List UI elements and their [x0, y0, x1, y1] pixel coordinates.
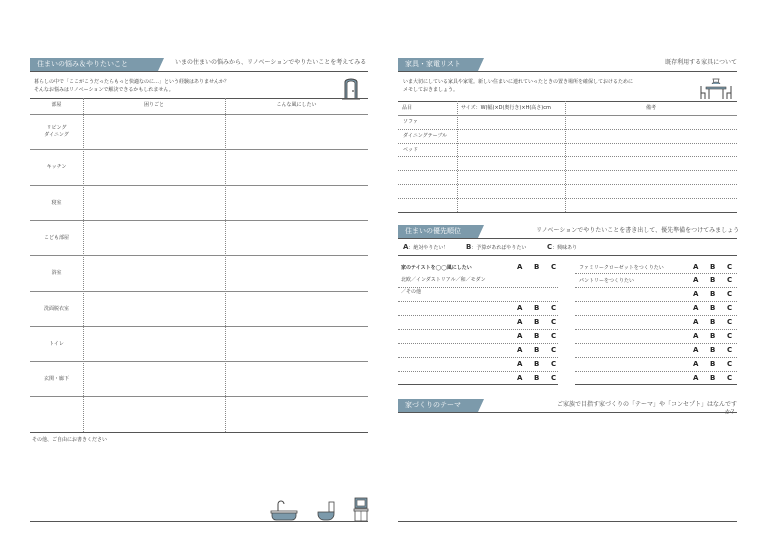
priority-legend-b: B：予算があればやりたい	[466, 243, 527, 251]
room-wish-cell[interactable]	[226, 115, 367, 148]
priority-grade-c[interactable]: C	[551, 374, 557, 382]
priority-row-divider	[398, 301, 558, 302]
furniture-note-cell[interactable]	[566, 171, 736, 183]
priority-grade-a[interactable]: A	[693, 290, 699, 298]
priority-grade-c[interactable]: C	[727, 374, 733, 382]
priority-grade-a[interactable]: A	[693, 374, 699, 382]
priority-taste-line1: 家のテイストを◯◯風にしたい	[401, 265, 472, 271]
priority-grade-b[interactable]: B	[534, 374, 540, 382]
priority-grade-b[interactable]: B	[710, 290, 716, 298]
left-section-tab	[30, 58, 158, 71]
furniture-size-cell[interactable]	[458, 171, 564, 183]
room-label-line2: ダイニング	[44, 132, 69, 138]
priority-grade-b[interactable]: B	[710, 304, 716, 312]
priority-grade-a[interactable]: A	[517, 318, 523, 326]
priority-row-divider	[398, 287, 558, 288]
other-notes-label[interactable]: その他、ご自由にお書きください	[32, 437, 108, 443]
priority-row-divider	[575, 371, 737, 372]
priority-row-divider	[575, 329, 737, 330]
left-intro-line2: そんなお悩みはリノベーションで解決できるかもしれません。	[34, 87, 174, 93]
priority-grade-a[interactable]: A	[517, 360, 523, 368]
priority-section-title: 住まいの優先順位	[405, 227, 461, 235]
priority-grade-b[interactable]: B	[534, 304, 540, 312]
furniture-section-tab	[398, 58, 478, 71]
priority-legend-c: C：興味あり	[547, 243, 578, 251]
priority-grade-b[interactable]: B	[710, 276, 716, 284]
priority-grade-b[interactable]: B	[710, 263, 716, 271]
room-label	[30, 306, 83, 313]
left-intro-line1: 暮らしの中で「ここがこうだったらもっと快適なのに…」という経験はありませんか？	[34, 79, 230, 85]
room-label	[30, 164, 83, 171]
priority-grade-a[interactable]: A	[517, 374, 523, 382]
priority-grade-b[interactable]: B	[710, 346, 716, 354]
priority-grade-b[interactable]: B	[710, 360, 716, 368]
furniture-note-cell[interactable]	[566, 185, 736, 197]
priority-right-item-2: パントリーをつくりたい	[579, 278, 635, 284]
priority-grade-c[interactable]: C	[727, 304, 733, 312]
room-label	[30, 270, 83, 277]
bathtub-icon	[270, 500, 298, 526]
priority-grade-a[interactable]: A	[693, 318, 699, 326]
room-label-line1: 寝室	[51, 199, 62, 206]
priority-row-divider	[575, 315, 737, 316]
priority-section-subtitle: リノベーションでやりたいことを書き出して、優先準備をつけてみましょう	[536, 227, 740, 234]
priority-row-divider	[575, 287, 737, 288]
priority-grade-c[interactable]: C	[551, 346, 557, 354]
theme-section-subtitle: ご家族で目指す家づくりの「テーマ」や「コンセプト」はなんですか？	[556, 401, 737, 416]
room-problem-cell[interactable]	[84, 292, 224, 325]
furniture-note-cell[interactable]	[566, 144, 736, 156]
priority-grade-b[interactable]: B	[534, 332, 540, 340]
furniture-col-item: 品目	[402, 105, 413, 111]
priority-grade-c[interactable]: C	[551, 360, 557, 368]
furniture-intro-line2: メモしておきましょう。	[403, 87, 459, 93]
col-header-problem: 困りごと	[143, 102, 164, 108]
priority-grade-a[interactable]: A	[693, 304, 699, 312]
furniture-note-cell[interactable]	[566, 130, 736, 142]
priority-grade-a[interactable]: A	[517, 304, 523, 312]
door-icon	[341, 78, 361, 104]
priority-grade-c[interactable]: C	[727, 360, 733, 368]
left-table-bottom-rule	[30, 432, 368, 433]
furniture-item-label: ソファ	[403, 119, 418, 125]
room-label-line1: 浴室	[51, 270, 62, 277]
priority-right-item-1: ファミリークローゼットをつくりたい	[579, 265, 664, 271]
right-bottom-rule	[398, 521, 737, 522]
room-label-line1: キッチン	[46, 164, 67, 171]
priority-taste-line2: 北欧／インダストリアル／和／モダン	[401, 277, 486, 283]
furniture-col-size: サイズ：W(幅)×D(奥行き)×H(高さ)cm	[461, 105, 551, 111]
furniture-size-cell[interactable]	[458, 130, 564, 142]
room-label-line1: 玄関・廊下	[43, 376, 69, 383]
priority-grade-c[interactable]: C	[551, 318, 557, 326]
priority-grade-c[interactable]: C	[551, 263, 557, 271]
room-problem-cell[interactable]	[84, 150, 224, 183]
left-header-rule	[30, 71, 368, 72]
left-section-title: 住まいの悩み＆やりたいこと	[37, 60, 128, 68]
priority-row-divider	[398, 329, 558, 330]
room-problem-cell[interactable]	[84, 186, 224, 219]
priority-grade-a[interactable]: A	[693, 346, 699, 354]
priority-grade-b[interactable]: B	[710, 332, 716, 340]
room-label	[30, 341, 83, 348]
priority-row-divider	[575, 343, 737, 344]
priority-row-divider	[398, 357, 558, 358]
priority-row-divider	[398, 371, 558, 372]
furniture-size-cell[interactable]	[458, 199, 564, 211]
priority-grade-b[interactable]: B	[534, 263, 540, 271]
furniture-section-title: 家具・家電リスト	[405, 60, 461, 68]
theme-section-tab	[398, 399, 478, 412]
priority-grade-b[interactable]: B	[534, 346, 540, 354]
priority-grade-c[interactable]: C	[727, 263, 733, 271]
room-wish-cell[interactable]	[226, 327, 367, 360]
priority-row-divider	[398, 315, 558, 316]
left-section-subtitle: いまの住まいの悩みから、リノベーションでやりたいことを考えてみる	[175, 59, 367, 66]
furniture-note-cell[interactable]	[566, 199, 736, 211]
room-label	[30, 125, 83, 139]
room-problem-cell[interactable]	[84, 256, 224, 289]
furniture-size-cell[interactable]	[458, 185, 564, 197]
room-label-line1: リビング	[46, 125, 67, 131]
priority-grade-c[interactable]: C	[727, 276, 733, 284]
room-wish-cell[interactable]	[226, 186, 367, 219]
room-label-line1: こども部屋	[43, 234, 69, 241]
furniture-note-cell[interactable]	[566, 157, 736, 169]
room-wish-cell[interactable]	[226, 221, 367, 254]
furniture-intro-line1: いま大切にしている家具や家電。新しい住まいに連れていったときの置き場所を確保しておけるために	[403, 79, 634, 85]
furniture-section-subtitle: 既存利用する家具について	[665, 59, 737, 66]
room-label	[30, 235, 83, 242]
priority-grade-c[interactable]: C	[727, 290, 733, 298]
priority-grade-a[interactable]: A	[517, 332, 523, 340]
room-label-line1: 洗面脱衣室	[43, 305, 69, 312]
priority-grade-c[interactable]: C	[727, 346, 733, 354]
priority-grade-a[interactable]: A	[693, 360, 699, 368]
furniture-size-cell[interactable]	[458, 116, 564, 128]
room-problem-cell[interactable]	[84, 115, 224, 148]
col-header-room: 部屋	[51, 102, 62, 108]
room-label	[30, 376, 83, 383]
room-wish-cell[interactable]	[226, 256, 367, 289]
priority-taste-line3: ／その他	[401, 289, 422, 295]
furniture-item-label: ベッド	[403, 146, 419, 153]
room-wish-cell[interactable]	[226, 150, 367, 183]
theme-write-area[interactable]	[398, 414, 737, 520]
priority-grade-a[interactable]: A	[693, 276, 699, 284]
furniture-note-cell[interactable]	[566, 116, 736, 128]
room-problem-cell[interactable]	[84, 362, 224, 395]
priority-grade-a[interactable]: A	[517, 263, 523, 271]
priority-legend-a: A：絶対やりたい！	[403, 243, 449, 251]
priority-grade-a[interactable]: A	[517, 346, 523, 354]
priority-row-divider	[575, 273, 737, 274]
room-problem-cell[interactable]	[84, 221, 224, 254]
priority-grade-c[interactable]: C	[727, 318, 733, 326]
priority-grade-c[interactable]: C	[727, 332, 733, 340]
priority-row-divider	[575, 301, 737, 302]
toilet-icon	[316, 500, 336, 526]
priority-row-divider	[575, 357, 737, 358]
priority-grade-b[interactable]: B	[710, 318, 716, 326]
priority-grade-c[interactable]: C	[551, 332, 557, 340]
priority-grade-b[interactable]: B	[710, 374, 716, 382]
left-bottom-rule	[30, 521, 368, 522]
furniture-size-cell[interactable]	[458, 144, 564, 156]
priority-grade-a[interactable]: A	[693, 263, 699, 271]
priority-grade-a[interactable]: A	[693, 332, 699, 340]
room-problem-cell[interactable]	[84, 327, 224, 360]
priority-grade-b[interactable]: B	[534, 318, 540, 326]
priority-row-divider	[398, 343, 558, 344]
furniture-item-label: ダイニングテーブル	[403, 132, 448, 139]
furniture-col-note: 備考	[645, 105, 656, 111]
room-wish-cell[interactable]	[226, 397, 367, 430]
priority-grade-c[interactable]: C	[551, 304, 557, 312]
room-label-line1: トイレ	[49, 340, 64, 347]
furniture-size-cell[interactable]	[458, 157, 564, 169]
room-wish-cell[interactable]	[226, 362, 367, 395]
room-label	[30, 200, 83, 207]
col-header-wish: こんな風にしたい	[276, 102, 317, 108]
priority-grade-b[interactable]: B	[534, 360, 540, 368]
priority-section-tab	[398, 225, 478, 238]
theme-section-title: 家づくりのテーマ	[405, 401, 461, 409]
room-problem-cell[interactable]	[84, 397, 224, 430]
room-wish-cell[interactable]	[226, 292, 367, 325]
